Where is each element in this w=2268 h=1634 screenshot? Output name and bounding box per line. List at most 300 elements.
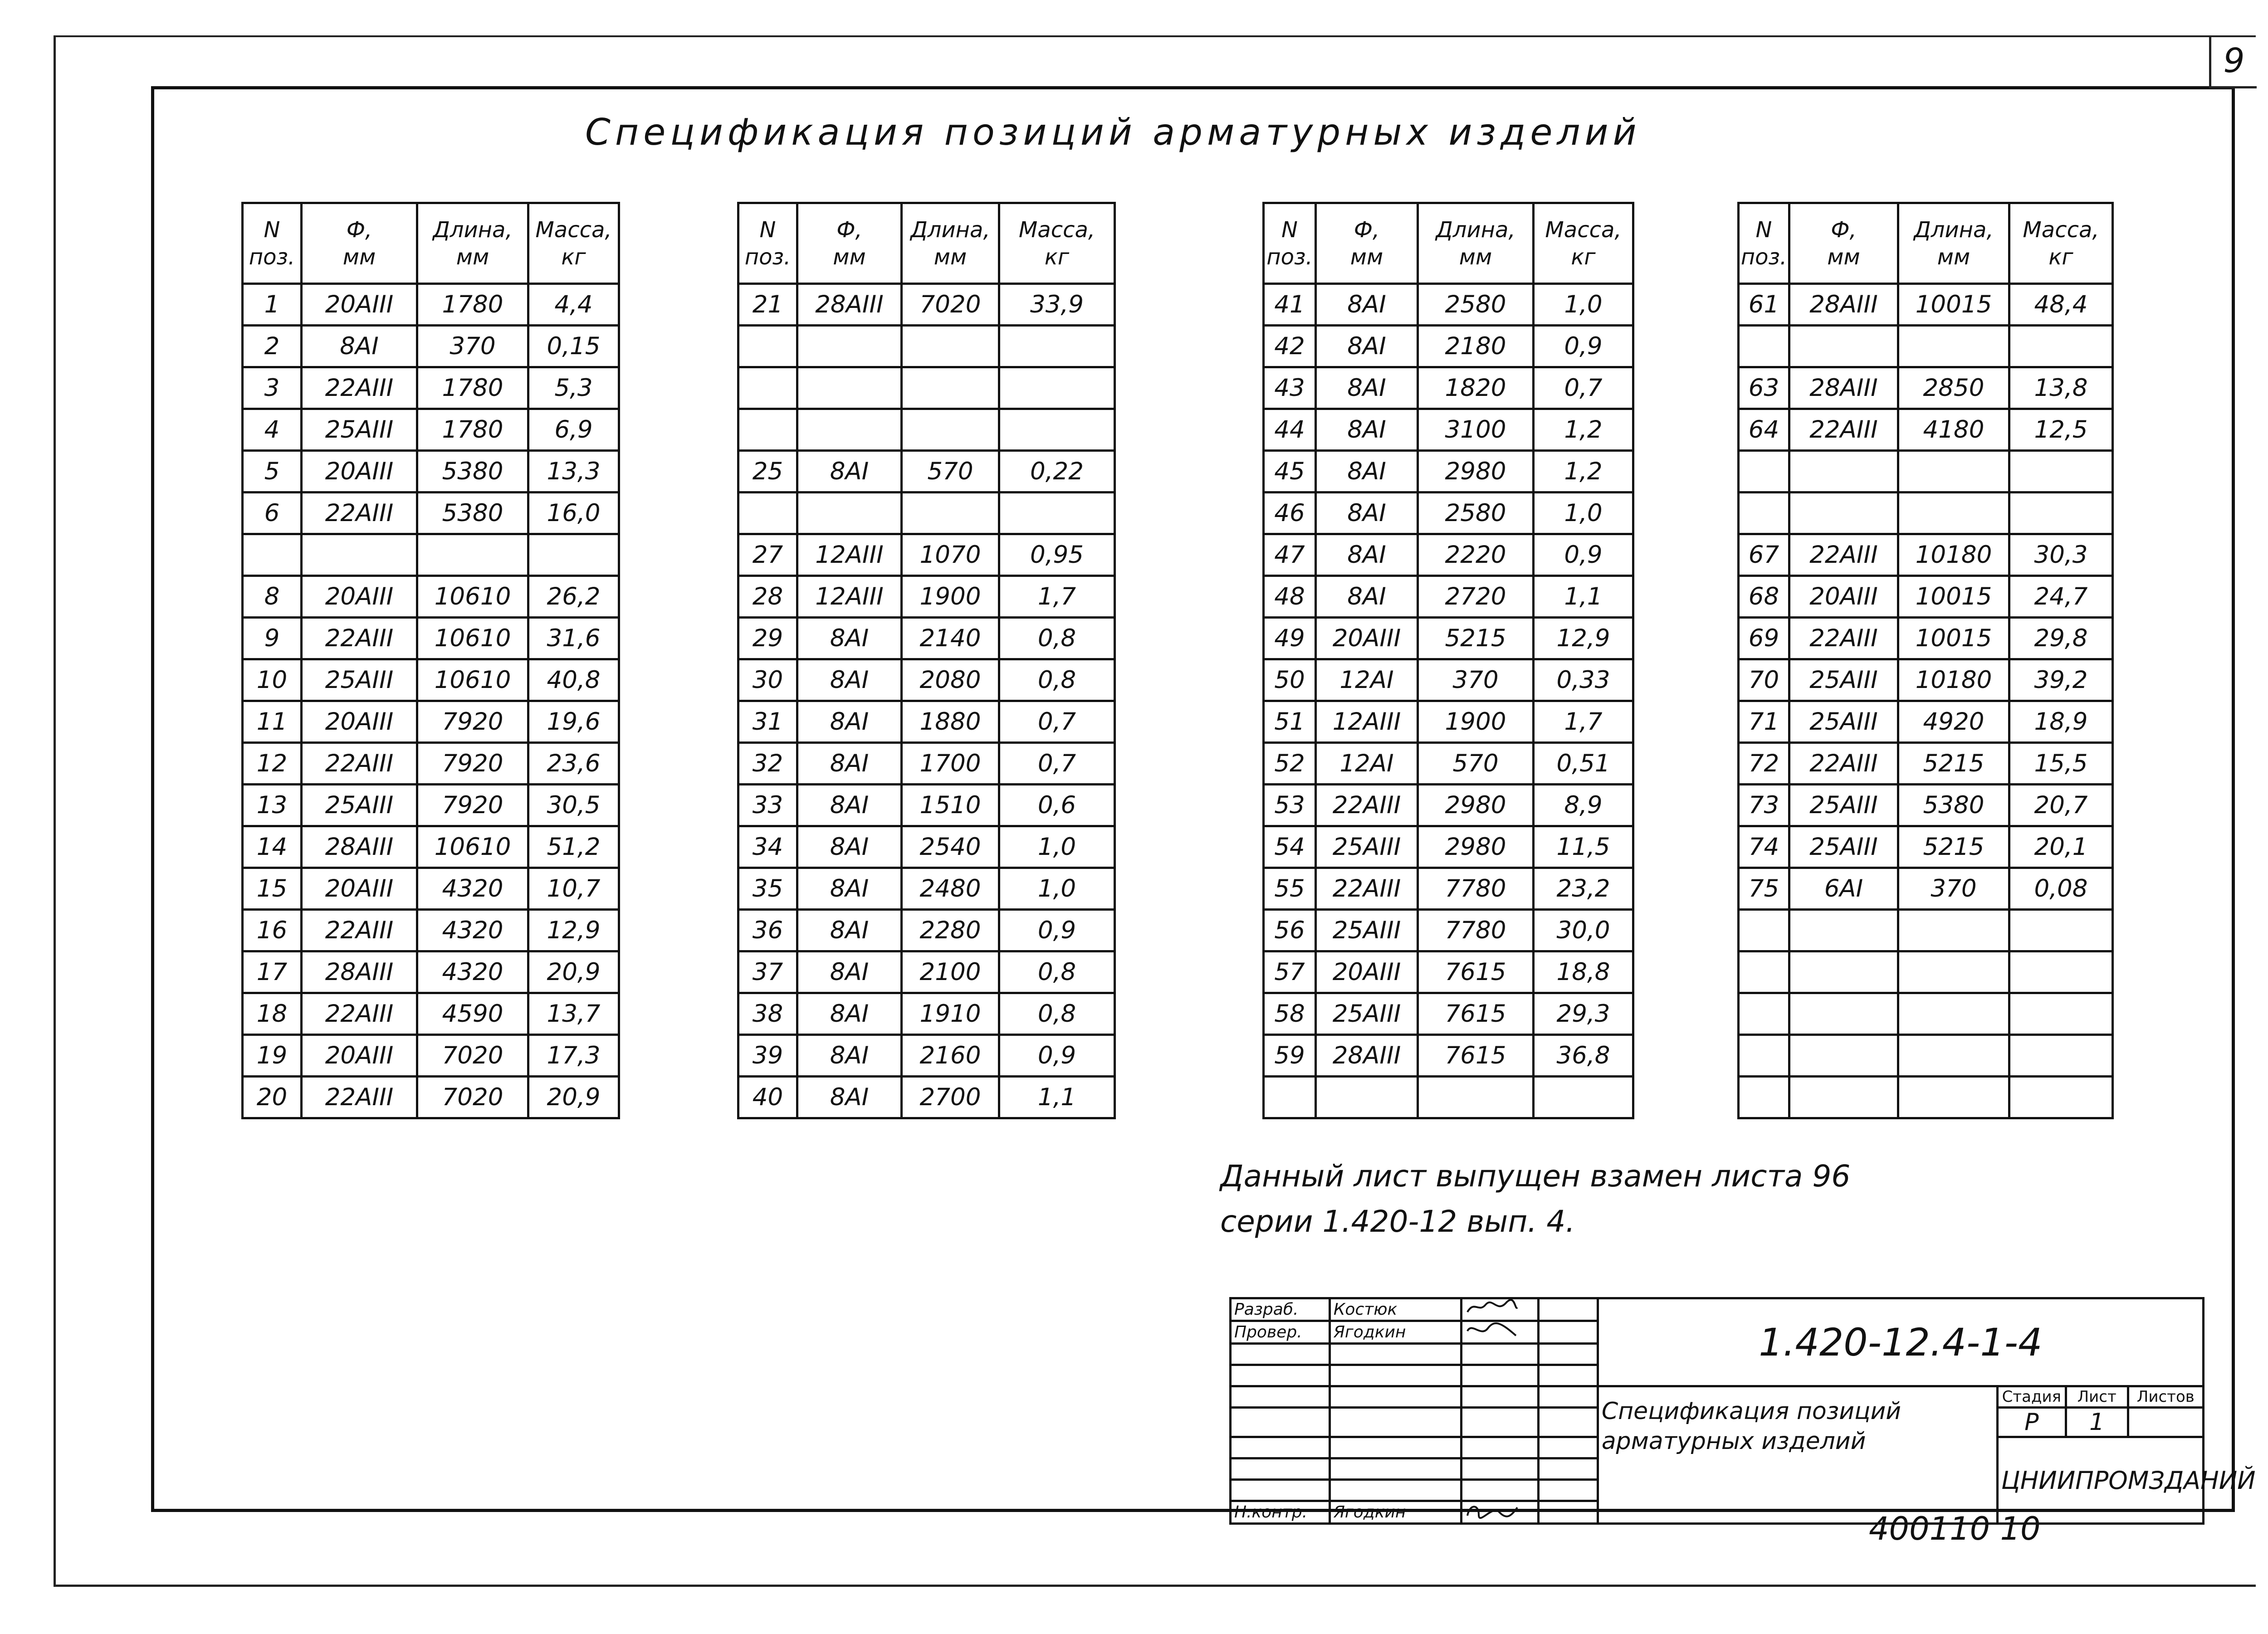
cell-position: 59 <box>1264 1035 1316 1077</box>
table-row <box>1739 701 2113 743</box>
cell-length: 5215 <box>1898 826 2009 868</box>
cell-position: 38 <box>738 993 797 1035</box>
cell-diameter <box>1789 993 1898 1035</box>
cell-mass: 1,1 <box>999 1077 1115 1118</box>
cell-mass: 30,3 <box>2009 534 2113 576</box>
cell-mass: 1,0 <box>999 826 1115 868</box>
cell-position: 37 <box>738 951 797 993</box>
cell-diameter: 25АIII <box>302 659 417 701</box>
cell-diameter: 8АI <box>797 868 902 910</box>
cell-length: 4920 <box>1898 701 2009 743</box>
cell-position <box>1739 910 1789 951</box>
cell-diameter: 20АIII <box>302 1035 417 1077</box>
cell-position: 1 <box>243 284 302 326</box>
cell-diameter: 8АI <box>797 1077 902 1118</box>
cell-position: 69 <box>1739 618 1789 659</box>
cell-mass: 0,9 <box>1534 534 1633 576</box>
cell-mass <box>528 534 619 576</box>
cell-length: 1880 <box>902 701 999 743</box>
table-row <box>1739 868 2113 910</box>
cell-diameter: 8АI <box>1316 367 1418 409</box>
cell-mass: 33,9 <box>999 284 1115 326</box>
cell-diameter: 20АIII <box>302 576 417 618</box>
cell-length: 2980 <box>1418 451 1534 493</box>
cell-diameter: 28АIII <box>1789 367 1898 409</box>
cell-diameter: 8АI <box>1316 409 1418 451</box>
table-row <box>738 743 1115 785</box>
cell-diameter <box>797 367 902 409</box>
table-row <box>1739 743 2113 785</box>
table-row <box>1264 785 1633 826</box>
cell-length: 7920 <box>417 743 528 785</box>
cell-diameter: 8АI <box>797 451 902 493</box>
table-row <box>243 1077 619 1118</box>
sheet-label: Лист <box>2066 1386 2128 1408</box>
cell-mass: 11,5 <box>1534 826 1633 868</box>
cell-diameter: 8АI <box>797 1035 902 1077</box>
cell-diameter: 12АI <box>1316 743 1418 785</box>
header-diameter: Ф, мм <box>797 203 902 284</box>
cell-length: 10180 <box>1898 659 2009 701</box>
table-row <box>1264 451 1633 493</box>
cell-length <box>902 493 999 534</box>
cell-mass: 10,7 <box>528 868 619 910</box>
table-row <box>1264 826 1633 868</box>
cell-mass: 0,7 <box>999 743 1115 785</box>
cell-mass <box>999 493 1115 534</box>
cell-length: 2280 <box>902 910 999 951</box>
cell-position: 57 <box>1264 951 1316 993</box>
table-row <box>1739 618 2113 659</box>
cell-mass: 29,8 <box>2009 618 2113 659</box>
cell-diameter: 20АIII <box>1316 951 1418 993</box>
cell-position: 63 <box>1739 367 1789 409</box>
cell-position: 61 <box>1739 284 1789 326</box>
cell-mass: 40,8 <box>528 659 619 701</box>
cell-length: 1070 <box>902 534 999 576</box>
cell-position: 55 <box>1264 868 1316 910</box>
cell-diameter: 12АI <box>1316 659 1418 701</box>
cell-mass: 51,2 <box>528 826 619 868</box>
cell-length <box>902 326 999 367</box>
cell-length: 5380 <box>1898 785 2009 826</box>
cell-mass: 26,2 <box>528 576 619 618</box>
table-row <box>243 618 619 659</box>
cell-length: 1900 <box>1418 701 1534 743</box>
cell-position: 42 <box>1264 326 1316 367</box>
cell-length: 4320 <box>417 910 528 951</box>
cell-diameter: 22АIII <box>302 743 417 785</box>
cell-position <box>1739 1077 1789 1118</box>
cell-position: 44 <box>1264 409 1316 451</box>
cell-diameter <box>1789 493 1898 534</box>
cell-mass: 0,9 <box>999 910 1115 951</box>
cell-length: 2080 <box>902 659 999 701</box>
cell-diameter: 25АIII <box>1316 993 1418 1035</box>
cell-diameter: 6АI <box>1789 868 1898 910</box>
cell-mass <box>999 409 1115 451</box>
cell-length: 370 <box>1418 659 1534 701</box>
cell-position: 2 <box>243 326 302 367</box>
cell-mass: 5,3 <box>528 367 619 409</box>
signature-3 <box>1461 1501 1538 1524</box>
table-row <box>243 701 619 743</box>
cell-position: 53 <box>1264 785 1316 826</box>
cell-diameter: 28АIII <box>797 284 902 326</box>
organization: ЦНИИПРОМЗДАНИЙ <box>1997 1437 2203 1524</box>
cell-length: 5215 <box>1898 743 2009 785</box>
cell-diameter <box>1789 910 1898 951</box>
cell-length: 2850 <box>1898 367 2009 409</box>
table-row <box>1739 910 2113 951</box>
table-row <box>738 409 1115 451</box>
cell-position: 70 <box>1739 659 1789 701</box>
table-row <box>243 451 619 493</box>
table-row <box>738 451 1115 493</box>
table-row <box>1264 367 1633 409</box>
table-row <box>1739 785 2113 826</box>
cell-position: 46 <box>1264 493 1316 534</box>
table-row <box>738 1035 1115 1077</box>
cell-mass: 0,8 <box>999 618 1115 659</box>
spec-table-1 <box>241 202 620 1119</box>
cell-mass: 13,7 <box>528 993 619 1035</box>
cell-length: 7020 <box>417 1035 528 1077</box>
cell-diameter: 8АI <box>1316 284 1418 326</box>
cell-position: 56 <box>1264 910 1316 951</box>
cell-mass: 0,33 <box>1534 659 1633 701</box>
cell-mass: 0,8 <box>999 659 1115 701</box>
cell-length <box>1418 1077 1534 1118</box>
cell-position <box>738 493 797 534</box>
cell-mass: 18,8 <box>1534 951 1633 993</box>
cell-length: 5380 <box>417 451 528 493</box>
cell-position: 10 <box>243 659 302 701</box>
cell-diameter: 8АI <box>797 701 902 743</box>
cell-position: 49 <box>1264 618 1316 659</box>
table-row <box>738 868 1115 910</box>
cell-diameter: 22АIII <box>1789 618 1898 659</box>
cell-mass: 13,3 <box>528 451 619 493</box>
header-mass: Масса, кг <box>999 203 1115 284</box>
table-row <box>243 367 619 409</box>
cell-position: 45 <box>1264 451 1316 493</box>
cell-position <box>1739 451 1789 493</box>
cell-mass: 0,22 <box>999 451 1115 493</box>
cell-mass: 4,4 <box>528 284 619 326</box>
cell-length <box>902 409 999 451</box>
cell-diameter: 8АI <box>1316 451 1418 493</box>
table-row <box>1264 993 1633 1035</box>
cell-diameter: 8АI <box>1316 326 1418 367</box>
cell-length: 2160 <box>902 1035 999 1077</box>
cell-mass <box>1534 1077 1633 1118</box>
cell-mass: 18,9 <box>2009 701 2113 743</box>
cell-length: 4180 <box>1898 409 2009 451</box>
cell-mass: 8,9 <box>1534 785 1633 826</box>
cell-position <box>243 534 302 576</box>
header-diameter: Ф, мм <box>1789 203 1898 284</box>
cell-position: 21 <box>738 284 797 326</box>
cell-mass: 16,0 <box>528 493 619 534</box>
cell-position: 71 <box>1739 701 1789 743</box>
cell-position: 43 <box>1264 367 1316 409</box>
table-row <box>243 1035 619 1077</box>
cell-diameter: 20АIII <box>302 701 417 743</box>
cell-position: 16 <box>243 910 302 951</box>
cell-length: 370 <box>1898 868 2009 910</box>
cell-diameter: 8АI <box>797 743 902 785</box>
cell-mass <box>2009 910 2113 951</box>
table-row <box>243 868 619 910</box>
cell-position <box>738 409 797 451</box>
table-row <box>243 493 619 534</box>
cell-position: 27 <box>738 534 797 576</box>
cell-diameter: 8АI <box>797 659 902 701</box>
cell-mass <box>2009 1035 2113 1077</box>
cell-mass <box>2009 493 2113 534</box>
cell-mass: 0,15 <box>528 326 619 367</box>
cell-length: 1780 <box>417 284 528 326</box>
table-row <box>1264 910 1633 951</box>
table-row <box>1739 534 2113 576</box>
cell-diameter: 28АIII <box>302 951 417 993</box>
signature-2 <box>1461 1321 1538 1344</box>
stage-value: Р <box>1997 1408 2066 1437</box>
cell-length: 1510 <box>902 785 999 826</box>
cell-position <box>1739 951 1789 993</box>
cell-position: 67 <box>1739 534 1789 576</box>
cell-diameter: 22АIII <box>302 1077 417 1118</box>
header-num: N поз. <box>243 203 302 284</box>
cell-mass: 23,6 <box>528 743 619 785</box>
cell-length: 1700 <box>902 743 999 785</box>
cell-mass: 20,1 <box>2009 826 2113 868</box>
cell-diameter: 8АI <box>302 326 417 367</box>
cell-length <box>417 534 528 576</box>
table-row <box>243 743 619 785</box>
cell-position: 39 <box>738 1035 797 1077</box>
cell-length: 1780 <box>417 409 528 451</box>
cell-mass: 30,0 <box>1534 910 1633 951</box>
cell-diameter: 8АI <box>797 951 902 993</box>
cell-length <box>1898 951 2009 993</box>
header-num: N поз. <box>1264 203 1316 284</box>
cell-diameter: 28АIII <box>1316 1035 1418 1077</box>
cell-diameter <box>1789 326 1898 367</box>
sheet-number: 9 <box>2209 35 2257 88</box>
spec-table-4 <box>1737 202 2114 1119</box>
cell-diameter: 22АIII <box>302 367 417 409</box>
cell-mass: 48,4 <box>2009 284 2113 326</box>
cell-position: 12 <box>243 743 302 785</box>
header-num: N поз. <box>1739 203 1789 284</box>
table-row <box>1264 409 1633 451</box>
table-row <box>1264 618 1633 659</box>
cell-length: 2720 <box>1418 576 1534 618</box>
header-length: Длина, мм <box>1418 203 1534 284</box>
table-row <box>738 993 1115 1035</box>
signer-role-2: Провер. <box>1231 1321 1330 1344</box>
cell-length: 7920 <box>417 701 528 743</box>
cell-position: 30 <box>738 659 797 701</box>
cell-diameter: 20АIII <box>1789 576 1898 618</box>
cell-length: 2980 <box>1418 785 1534 826</box>
table-row <box>738 367 1115 409</box>
cell-position: 68 <box>1739 576 1789 618</box>
header-length: Длина, мм <box>1898 203 2009 284</box>
header-diameter: Ф, мм <box>302 203 417 284</box>
signer-role-3: Н.контр. <box>1231 1501 1330 1524</box>
table-row <box>1264 659 1633 701</box>
cell-position: 75 <box>1739 868 1789 910</box>
cell-diameter <box>1789 1077 1898 1118</box>
cell-mass: 1,0 <box>1534 493 1633 534</box>
table-row <box>243 284 619 326</box>
cell-length: 10015 <box>1898 284 2009 326</box>
cell-diameter: 22АIII <box>302 493 417 534</box>
table-row <box>1739 951 2113 993</box>
signature-1 <box>1461 1298 1538 1321</box>
archive-number: 400110 10 <box>1869 1510 2041 1547</box>
cell-position <box>1739 493 1789 534</box>
cell-diameter: 12АIII <box>797 576 902 618</box>
cell-mass: 31,6 <box>528 618 619 659</box>
cell-length: 10015 <box>1898 618 2009 659</box>
cell-mass: 0,6 <box>999 785 1115 826</box>
cell-mass: 0,08 <box>2009 868 2113 910</box>
cell-mass <box>999 367 1115 409</box>
cell-position: 47 <box>1264 534 1316 576</box>
document-description: Спецификация позиций арматурных изделий <box>1598 1386 1997 1524</box>
cell-diameter: 8АI <box>1316 534 1418 576</box>
cell-mass: 1,0 <box>1534 284 1633 326</box>
cell-diameter: 8АI <box>1316 576 1418 618</box>
cell-mass: 12,9 <box>1534 618 1633 659</box>
cell-position: 19 <box>243 1035 302 1077</box>
cell-mass: 30,5 <box>528 785 619 826</box>
cell-mass: 12,9 <box>528 910 619 951</box>
cell-diameter <box>797 493 902 534</box>
cell-diameter: 22АIII <box>1789 743 1898 785</box>
cell-length: 7020 <box>417 1077 528 1118</box>
table-row <box>1264 284 1633 326</box>
cell-length: 7615 <box>1418 1035 1534 1077</box>
cell-mass: 0,9 <box>1534 326 1633 367</box>
cell-position: 5 <box>243 451 302 493</box>
cell-diameter: 20АIII <box>302 451 417 493</box>
cell-position: 11 <box>243 701 302 743</box>
table-row <box>1739 826 2113 868</box>
note-line-1: Данный лист выпущен взамен листа 96 <box>1220 1159 1851 1194</box>
cell-diameter: 25АIII <box>1789 659 1898 701</box>
cell-diameter: 25АIII <box>302 785 417 826</box>
cell-mass: 1,0 <box>999 868 1115 910</box>
cell-diameter: 8АI <box>797 785 902 826</box>
header-length: Длина, мм <box>902 203 999 284</box>
cell-mass <box>2009 951 2113 993</box>
header-mass: Масса, кг <box>528 203 619 284</box>
cell-mass: 15,5 <box>2009 743 2113 785</box>
cell-position: 31 <box>738 701 797 743</box>
table-row <box>738 1077 1115 1118</box>
header-length: Длина, мм <box>417 203 528 284</box>
table-row <box>243 785 619 826</box>
title-block <box>1229 1297 2256 1525</box>
cell-diameter <box>1789 1035 1898 1077</box>
cell-position: 9 <box>243 618 302 659</box>
cell-mass <box>2009 326 2113 367</box>
table-row <box>738 576 1115 618</box>
table-row <box>1739 493 2113 534</box>
cell-diameter: 20АIII <box>1316 618 1418 659</box>
cell-length <box>1898 910 2009 951</box>
cell-mass: 0,51 <box>1534 743 1633 785</box>
cell-length: 2540 <box>902 826 999 868</box>
table-row <box>738 826 1115 868</box>
cell-length: 10610 <box>417 576 528 618</box>
cell-length: 1820 <box>1418 367 1534 409</box>
cell-diameter: 8АI <box>797 910 902 951</box>
table-row <box>738 284 1115 326</box>
cell-length <box>1898 1035 2009 1077</box>
cell-mass: 1,2 <box>1534 451 1633 493</box>
cell-position <box>1739 1035 1789 1077</box>
table-row <box>738 785 1115 826</box>
cell-length: 4320 <box>417 951 528 993</box>
cell-mass: 13,8 <box>2009 367 2113 409</box>
cell-length: 10610 <box>417 826 528 868</box>
cell-position: 33 <box>738 785 797 826</box>
cell-length <box>1898 451 2009 493</box>
cell-length: 7780 <box>1418 868 1534 910</box>
signer-name-1: Костюк <box>1330 1298 1461 1321</box>
cell-mass: 36,8 <box>1534 1035 1633 1077</box>
table-row <box>738 951 1115 993</box>
cell-length <box>1898 1077 2009 1118</box>
cell-position: 32 <box>738 743 797 785</box>
document-title: Спецификация позиций арматурных изделий <box>585 111 1641 153</box>
cell-position: 54 <box>1264 826 1316 868</box>
cell-diameter: 28АIII <box>1789 284 1898 326</box>
cell-length: 2220 <box>1418 534 1534 576</box>
cell-position: 35 <box>738 868 797 910</box>
table-row <box>243 659 619 701</box>
table-row <box>1739 409 2113 451</box>
table-row <box>1739 576 2113 618</box>
cell-mass: 19,6 <box>528 701 619 743</box>
cell-length <box>1898 326 2009 367</box>
table-row <box>243 910 619 951</box>
table-row <box>738 326 1115 367</box>
cell-length: 2980 <box>1418 826 1534 868</box>
cell-position: 58 <box>1264 993 1316 1035</box>
header-num: N поз. <box>738 203 797 284</box>
cell-position: 28 <box>738 576 797 618</box>
cell-position: 14 <box>243 826 302 868</box>
cell-diameter: 8АI <box>797 826 902 868</box>
cell-position: 74 <box>1739 826 1789 868</box>
cell-mass <box>2009 451 2113 493</box>
table-row <box>243 576 619 618</box>
document-designation: 1.420-12.4-1-4 <box>1598 1298 2203 1386</box>
cell-mass: 20,9 <box>528 1077 619 1118</box>
table-row <box>1264 576 1633 618</box>
cell-mass: 39,2 <box>2009 659 2113 701</box>
table-row <box>1264 1077 1633 1118</box>
cell-length <box>1898 993 2009 1035</box>
table-row <box>1264 701 1633 743</box>
